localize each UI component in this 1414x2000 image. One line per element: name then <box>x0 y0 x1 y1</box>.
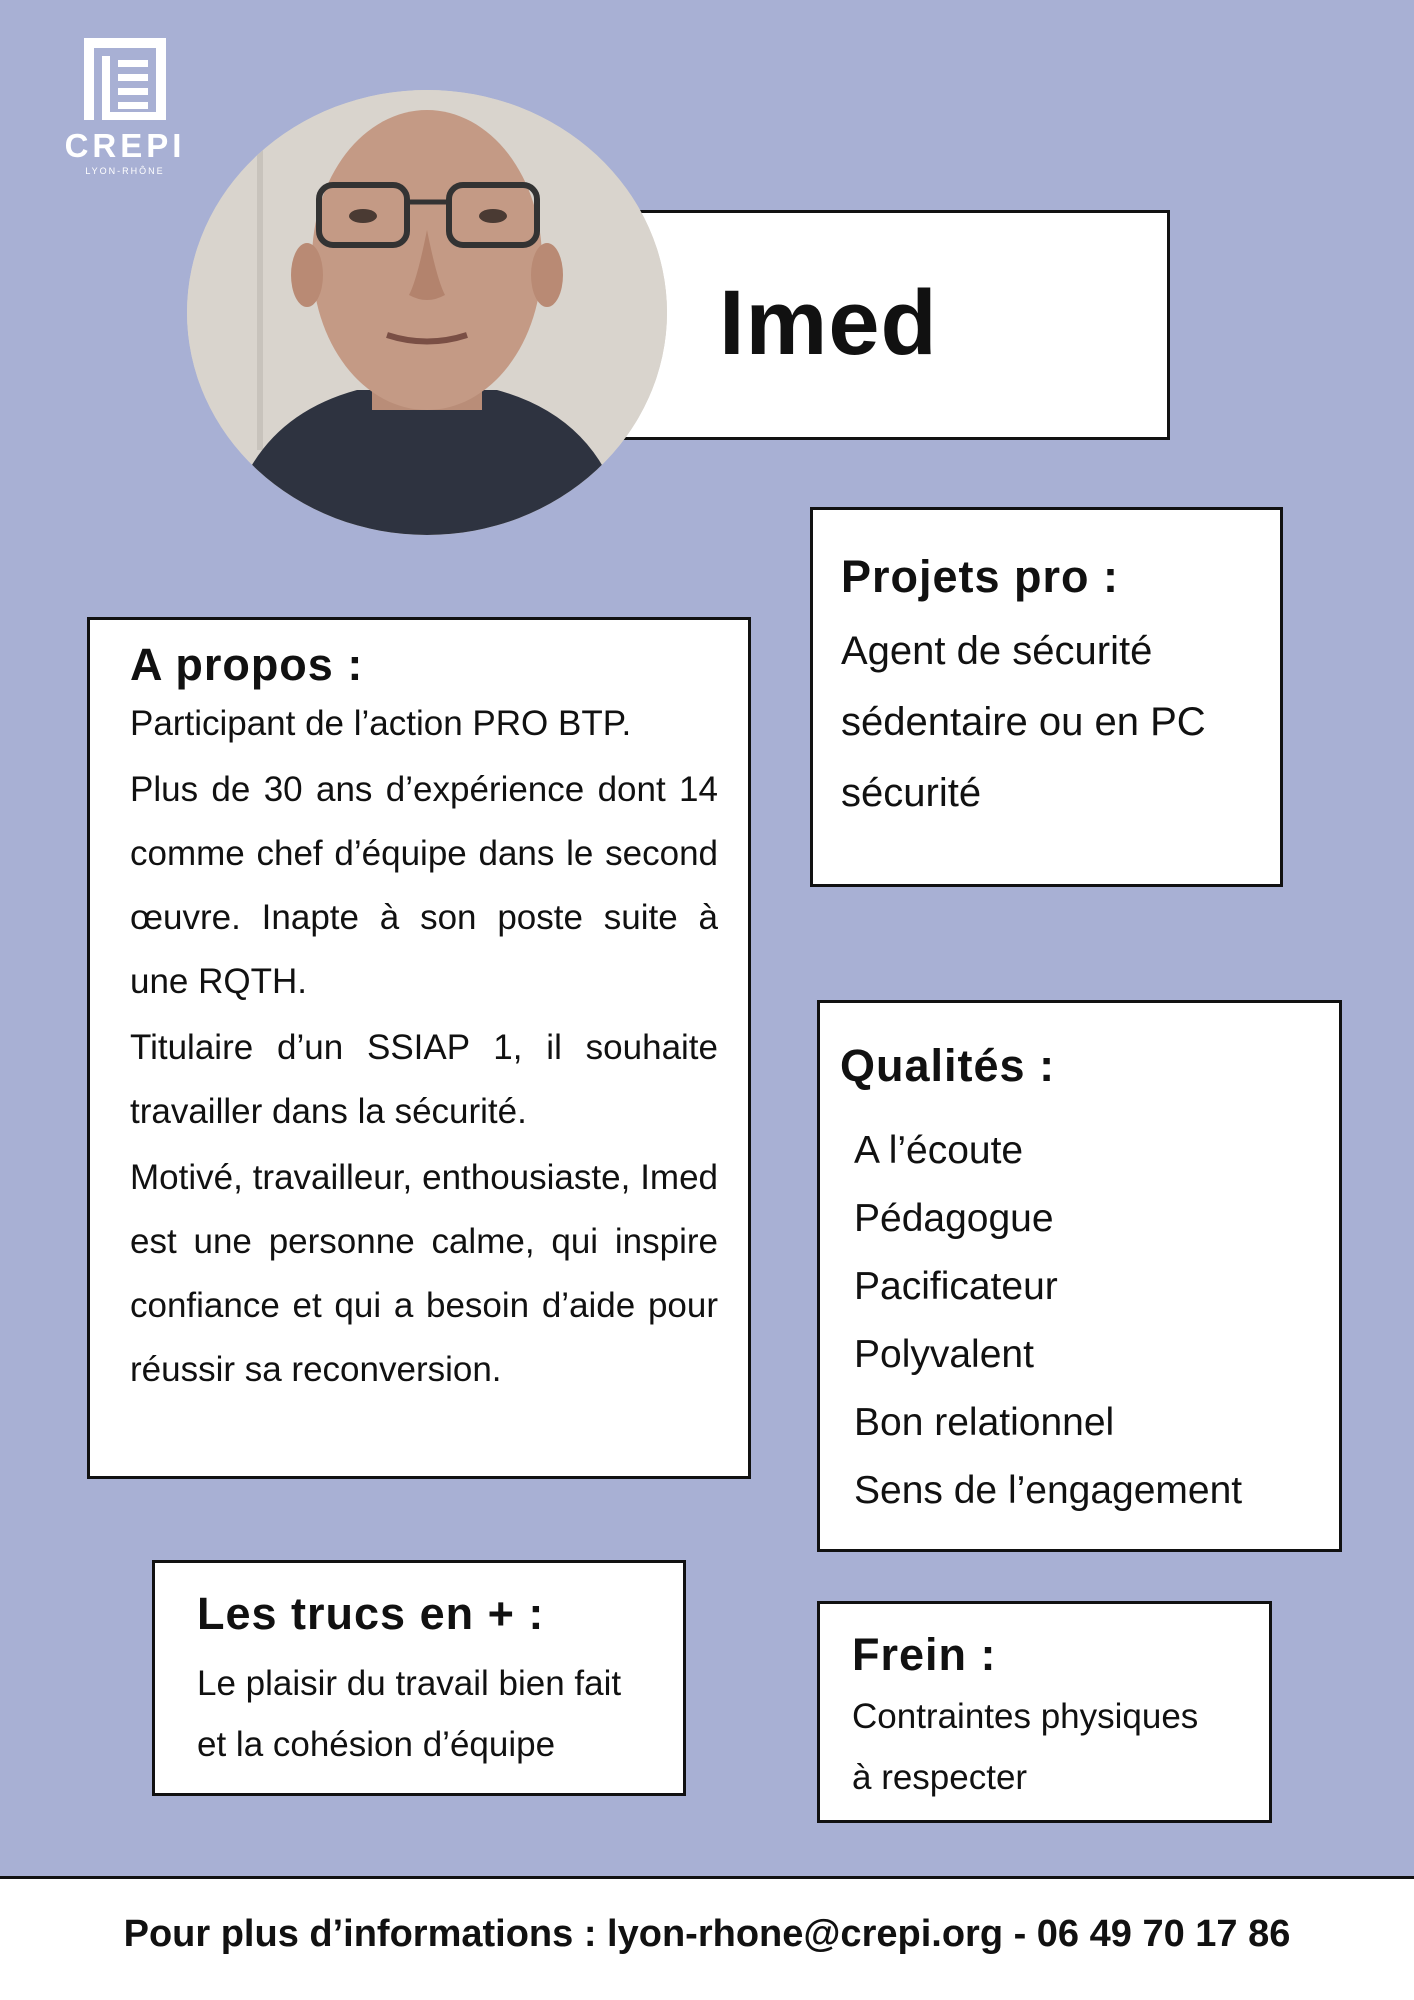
projects-title: Projets pro : <box>841 551 1120 602</box>
profile-name: Imed <box>719 272 938 374</box>
logo-subtitle: LYON-RHÔNE <box>85 166 165 176</box>
crepi-logo <box>50 36 200 186</box>
about-line: Motivé, travailleur, enthousiaste, Imed est une personne calme, qui inspire confiance et qui a besoin d’aide pour réussir sa reconversion. <box>130 1157 718 1389</box>
portrait-illustration <box>187 90 667 535</box>
extras-card <box>152 1560 686 1796</box>
about-title: A propos : <box>130 639 364 690</box>
projects-card <box>810 507 1283 887</box>
constraint-line-1: Contraintes physiques <box>852 1696 1199 1736</box>
extras-line-1: Le plaisir du travail bien fait <box>197 1663 622 1703</box>
about-line: Titulaire d’un SSIAP 1, il souhaite travailler dans la sécurité. <box>130 1027 718 1131</box>
profile-photo <box>187 90 667 535</box>
projects-text: Agent de sécurité sédentaire ou en PC sécurité <box>841 628 1206 815</box>
extras-title: Les trucs en + : <box>197 1588 545 1639</box>
qualities-list <box>840 1117 1319 1525</box>
about-line: Participant de l’action PRO BTP. <box>130 703 632 743</box>
quality-item: Pédagogue <box>854 1196 1054 1240</box>
constraint-line-2: à respecter <box>852 1757 1028 1797</box>
qualities-card <box>817 1000 1342 1552</box>
constraint-card <box>817 1601 1272 1823</box>
contact-footer <box>0 1876 1414 2000</box>
qualities-title: Qualités : <box>840 1040 1056 1091</box>
name-banner <box>588 210 1170 440</box>
about-card <box>87 617 751 1479</box>
quality-item: Sens de l’engagement <box>854 1468 1243 1512</box>
quality-item: A l’écoute <box>854 1128 1024 1172</box>
constraint-line <box>852 1686 1249 1808</box>
contact-text: Pour plus d’informations : lyon-rhone@crepi.org - 06 49 70 17 86 <box>123 1913 1291 1955</box>
logo-wordmark: CREPI <box>64 127 186 164</box>
crepi-logo-icon <box>82 36 168 122</box>
quality-item: Bon relationnel <box>854 1400 1115 1444</box>
quality-item: Pacificateur <box>854 1264 1058 1308</box>
constraint-title: Frein : <box>852 1629 997 1680</box>
extras-line-2: et la cohésion d’équipe <box>197 1724 556 1764</box>
quality-item: Polyvalent <box>854 1332 1034 1376</box>
about-line: Plus de 30 ans d’expérience dont 14 comme chef d’équipe dans le second œuvre. Inapte à son poste suite à une RQTH. <box>130 769 718 1001</box>
extras-line <box>197 1653 663 1775</box>
